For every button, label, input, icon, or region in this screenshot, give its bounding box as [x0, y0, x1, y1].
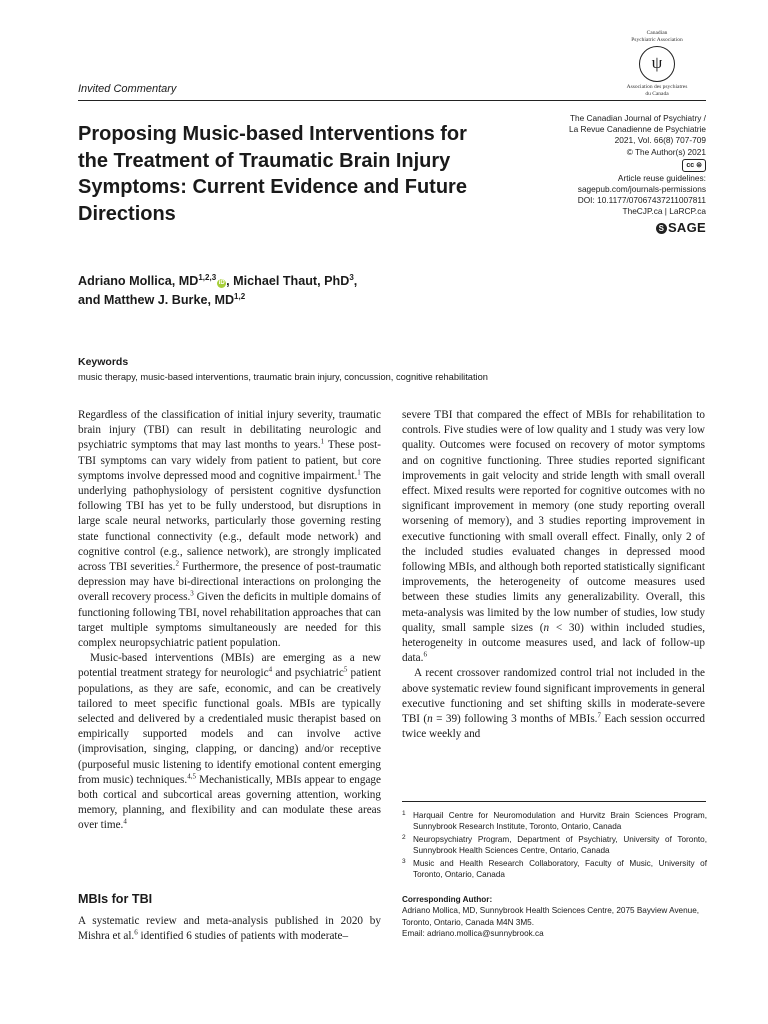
corresponding-email[interactable]: Email: adriano.mollica@sunnybrook.ca: [402, 929, 544, 939]
permissions-link[interactable]: sagepub.com/journals-permissions: [577, 184, 706, 195]
footnote-number: 3: [402, 857, 406, 865]
paragraph-5: [402, 666, 705, 742]
text-run: A recent crossover randomized control trial not included in the above systematic review found significant improvements in general executive functioning and set shifting skills in moderate-severe TBI (: [402, 667, 705, 726]
paragraph-1: [78, 408, 381, 651]
citation-ref: 7: [597, 711, 601, 720]
footnote-number: 1: [402, 810, 406, 817]
copyright: © The Author(s) 2021: [626, 146, 706, 157]
paragraph-4: [402, 408, 705, 666]
publisher-name: SAGE: [667, 219, 706, 235]
citation-ref: 1: [357, 468, 361, 477]
section-label: Invited Commentary: [78, 83, 177, 95]
text-run: severe TBI that compared the effect of MBIs for rehabilitation to controls. Five studies were of low quality and 1 study was very low quality. Outcomes were focused on recovery of motor symptoms and on cognitive functioning. Three studies reported significant improvements in gait velocity and stride length with small overall effect. Mixed results were reported for cognitive outcomes with no significant improvement in memory (one study reporting overall worsening of memory), and 3 studies reporting improvement in executive functioning with small overall effect. Finally, only 2 of the included studies evaluated changes in depressed mood following MBIs, and although both reported statistically significant improvements, the heterogeneity of outcome measures used between these studies limits any generalizability. Overall, this meta-analysis was limited by the low number of studies, low study quality, small sample sizes (: [402, 409, 705, 634]
footnote-text: Harquail Centre for Neuromodulation and Hurvitz Brain Sciences Program, Sunnybrook Research Institute, Toronto, Ontario, Canada: [413, 811, 707, 832]
paragraph-2: [78, 651, 381, 833]
citation-ref: 4: [123, 817, 127, 826]
journal-websites[interactable]: TheCJP.ca | LaRCP.ca: [622, 206, 706, 217]
sage-icon: S: [656, 223, 667, 234]
citation-ref: 4,5: [187, 772, 196, 781]
author-1: Adriano Mollica, MD: [78, 274, 199, 288]
author-separator: ,: [353, 274, 358, 288]
text-run: Given the deficits in multiple domains of functioning following TBI, novel rehabilitation approaches that can target multiple symptoms simultaneously are needed for this complex neuropsychiatric patient population.: [78, 591, 381, 650]
footnote-item: [402, 810, 707, 833]
text-run: = 39) following 3 months of MBIs.: [432, 713, 598, 726]
citation-ref: 4: [268, 665, 273, 674]
footnote-item: [402, 834, 707, 857]
association-logo: [612, 30, 702, 98]
corresponding-author: [402, 894, 707, 940]
text-run: identified 6 studies of patients with moderate–: [137, 930, 349, 943]
author-3: and Matthew J. Burke, MD: [78, 293, 235, 307]
journal-name-fr: La Revue Canadienne de Psychiatrie: [569, 124, 706, 135]
citation-ref: 1: [320, 437, 325, 446]
footnote-text: Music and Health Research Collaboratory, Faculty of Music, University of Toronto, Ontario, Canada: [413, 858, 707, 880]
author-3-affil: 1,2: [234, 291, 246, 301]
text-run: and psychiatric: [272, 667, 344, 680]
text-run: Mechanistically, MBIs appear to engage both cortical and subcortical areas governing attention, working memory, planning, and flexibility and can modulate these areas over time.: [78, 773, 381, 832]
psi-logo-icon: [639, 46, 675, 82]
section-heading: MBIs for TBI: [78, 892, 153, 906]
logo-symbol: ψ: [651, 53, 663, 72]
body-column-left: [78, 408, 381, 834]
author-2-affil: 3: [349, 272, 354, 282]
text-run: A systematic review and meta-analysis published in 2020 by Mishra et al.: [78, 915, 381, 943]
footnote-text: Neuropsychiatry Program, Department of Psychiatry, University of Toronto, Sunnybrook Health Sciences Centre, Ontario, Canada: [413, 834, 707, 856]
publisher-logo: [516, 220, 706, 235]
text-run: These post-TBI symptoms can vary widely from patient to patient, but core symptoms involve depressed mood and cognitive impairment.: [78, 439, 381, 482]
logo-top-line1: Canadian: [646, 30, 668, 36]
keywords-text: music therapy, music-based interventions, traumatic brain injury, concussion, cognitive rehabilitation: [78, 372, 488, 382]
citation-ref: 3: [190, 589, 194, 598]
citation-ref: 5: [343, 665, 348, 674]
paragraph-3: [78, 914, 381, 944]
sample-size-symbol: n: [427, 713, 433, 726]
creative-commons-icon: cc ⊜: [682, 159, 706, 172]
sample-size-symbol: n: [543, 621, 550, 634]
article-title: Proposing Music-based Interventions for the Treatment of Traumatic Brain Injury Symptoms: Current Evidence and Future Directions: [78, 123, 467, 225]
journal-info: [516, 113, 706, 235]
footnote-item: [402, 858, 707, 881]
text-run: patient populations, as they are safe, economic, and can be creatively tailored to meet specific functional goals. MBIs are typically selected and delivered by a credentialed music therapist based on empirically supported models and can involve active (improvisation, singing, clapping, or dancing) and/or receptive (purposeful music listening to identify emotional content emerging from music) techniques.: [78, 667, 381, 786]
text-run: The underlying pathophysiology of persistent cognitive dysfunction following TBI has yet to be fully understood, but disruptions in large scale neural networks, particularly those governing resting state functional connectivity (e.g., default mode network) and cognitive control (e.g., salience network), are strongly implicated across TBI severities.: [78, 469, 381, 574]
text-run: < 30) within included studies, heterogeneity in outcome measures used, and lack of follow-up data.: [402, 621, 705, 665]
text-run: Each session occurred twice weekly and: [402, 713, 705, 741]
footnote-rule: [402, 801, 706, 802]
affiliation-footnotes: [402, 810, 707, 881]
citation-ref: 6: [134, 928, 138, 937]
author-list: [78, 272, 478, 310]
corresponding-heading: Corresponding Author:: [402, 895, 493, 904]
author-2: , Michael Thaut, PhD: [226, 274, 350, 288]
logo-bottom-line1: Association des psychiatres: [626, 84, 688, 90]
footnote-number: 2: [402, 833, 406, 841]
keywords-heading: Keywords: [78, 356, 129, 368]
reuse-label: Article reuse guidelines:: [617, 172, 706, 183]
author-1-affil: 1,2,3: [198, 272, 217, 282]
text-run: Regardless of the classification of initial injury severity, traumatic brain injury (TBI) can result in debilitating neurologic and psychiatric symptoms that may last months to years.: [78, 409, 381, 452]
body-column-right: [402, 408, 705, 742]
journal-name-en: The Canadian Journal of Psychiatry /: [569, 113, 706, 123]
orcid-icon[interactable]: iD: [218, 280, 225, 286]
text-run: Music-based interventions (MBIs) are emerging as a new potential treatment strategy for neurologic: [78, 652, 381, 680]
logo-bottom-line2: du Canada: [645, 91, 669, 97]
logo-top-line2: Psychiatric Association: [631, 37, 683, 43]
doi[interactable]: DOI: 10.1177/07067437211007811: [577, 195, 706, 206]
citation-ref: 2: [175, 559, 179, 568]
corresponding-address: Adriano Mollica, MD, Sunnybrook Health Sciences Centre, 2075 Bayview Avenue, Toronto, Ontario, Canada M4N 3M5.: [402, 906, 700, 927]
header-rule: [78, 100, 706, 101]
body-column-left-bottom: [78, 914, 381, 944]
journal-volume: 2021, Vol. 66(8) 707-709: [614, 135, 706, 146]
citation-ref: 6: [423, 650, 427, 659]
text-run: Furthermore, the presence of post-traumatic depression may have bi-directional interactions on prolonging the overall recovery process.: [78, 561, 382, 604]
